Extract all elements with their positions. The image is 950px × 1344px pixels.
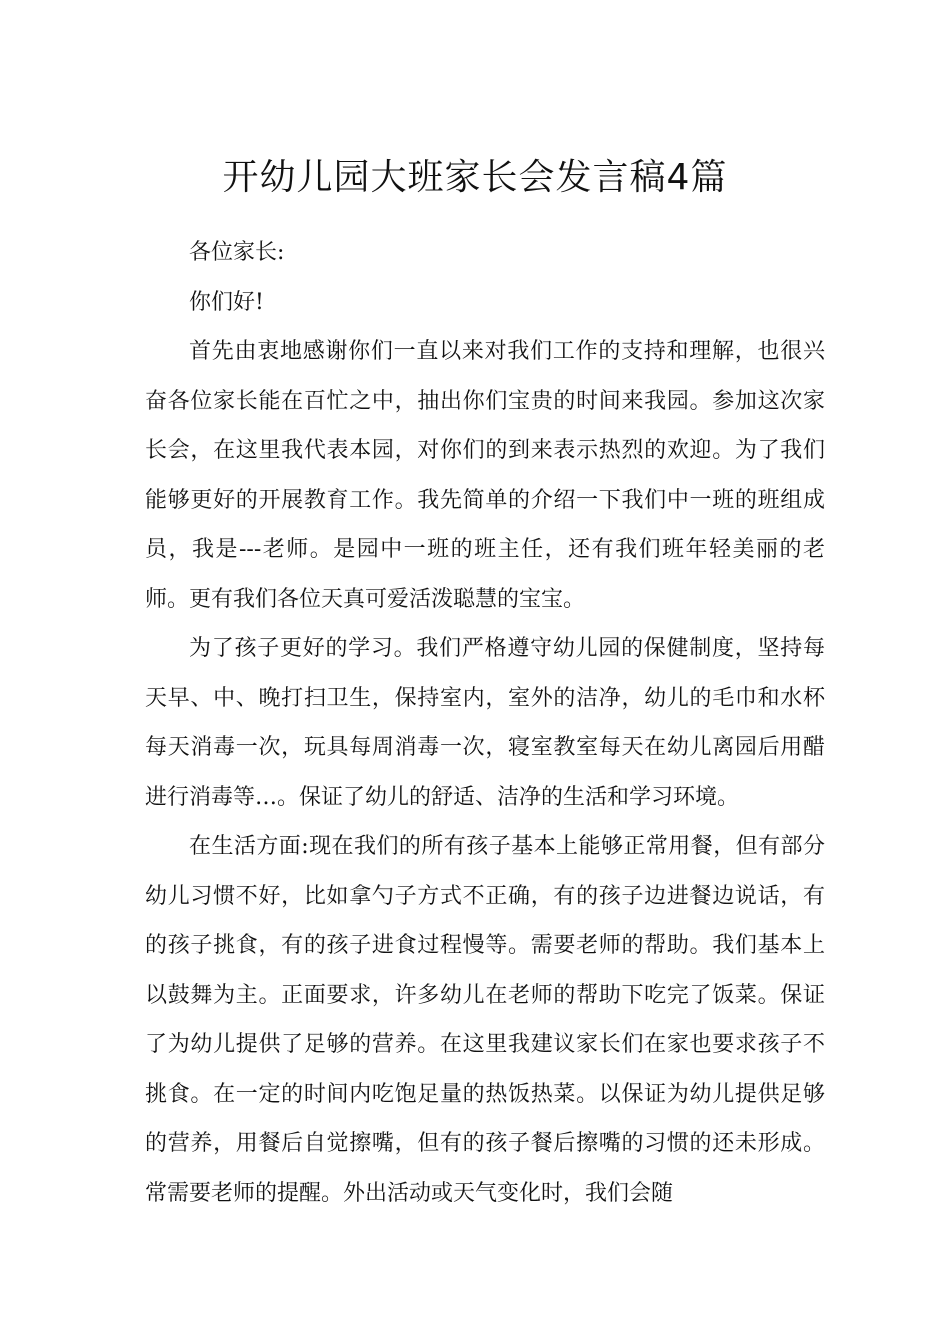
document-title: 开幼儿园大班家长会发言稿4篇 — [222, 157, 728, 199]
greeting: 你们好! — [189, 289, 264, 315]
paragraph-daily-life: 在生活方面:现在我们的所有孩子基本上能够正常用餐，但有部分幼儿习惯不好，比如拿勺子方式不正确，有的孩子边进餐边说话，有的孩子挑食，有的孩子进食过程慢等。需要老师的帮助。我们基本上以鼓舞为主。正面要求，许多幼儿在老师的帮助下吃完了饭菜。保证了为幼儿提供了足够的营养。在这里我建议家长们在家也要求孩子不挑食。在一定的时间内吃饱足量的热饭热菜。以保证为幼儿提供足够的营养，用餐后自觉擦嘴，但有的孩子餐后擦嘴的习惯的还未形成。常需要老师的提醒。外出活动或天气变化时，我们会随 — [145, 834, 825, 1206]
document-body — [145, 228, 825, 1218]
paragraph-hygiene: 为了孩子更好的学习。我们严格遵守幼儿园的保健制度，坚持每天早、中、晚打扫卫生，保持室内，室外的洁净，幼儿的毛巾和水杯每天消毒一次，玩具每周消毒一次，寝室教室每天在幼儿离园后用醋进行消毒等…。保证了幼儿的舒适、洁净的生活和学习环境。 — [145, 636, 825, 810]
paragraph-introduction: 首先由衷地感谢你们一直以来对我们工作的支持和理解，也很兴奋各位家长能在百忙之中，抽出你们宝贵的时间来我园。参加这次家长会，在这里我代表本园，对你们的到来表示热烈的欢迎。为了我们能够更好的开展教育工作。我先简单的介绍一下我们中一班的班组成员，我是---老师。是园中一班的班主任，还有我们班年轻美丽的老师。更有我们各位天真可爱活泼聪慧的宝宝。 — [145, 339, 825, 612]
salutation: 各位家长: — [189, 240, 285, 265]
